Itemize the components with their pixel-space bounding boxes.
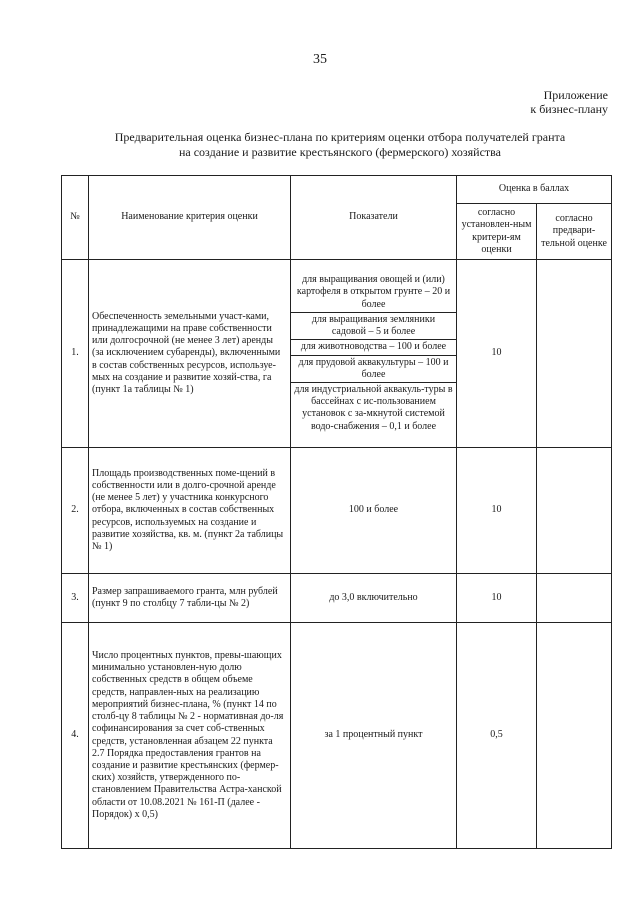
indicator-text: 100 и более (291, 448, 457, 574)
header-indicators: Показатели (291, 176, 457, 260)
page-number: 35 (313, 52, 327, 67)
indicator-text: до 3,0 включительно (291, 574, 457, 623)
table-row (62, 574, 612, 623)
title-line-2: на создание и развитие крестьянского (фермерского) хозяйства (178, 145, 501, 159)
indicator-item: для выращивания овощей и (или) картофеля в открытом грунте – 20 и более (296, 274, 451, 310)
indicator-item: для прудовой аквакультуры – 100 и более (291, 355, 456, 382)
score-preliminary (537, 448, 612, 574)
table-row (62, 448, 612, 574)
indicator-item: для выращивания земляники садовой – 5 и более (291, 312, 456, 339)
criteria-table (61, 175, 612, 849)
table-row (62, 623, 612, 849)
row-number: 2. (62, 448, 89, 574)
row-number: 1. (62, 260, 89, 448)
row-number: 3. (62, 574, 89, 623)
indicator-item: для индустриальной аквакуль-туры в бассейнах с ис-пользованием установок с за-мкнутой системой водо-снабжения – 0,1 и более (291, 382, 456, 434)
appendix-line-1: Приложение (543, 88, 608, 102)
score-preliminary (537, 623, 612, 849)
title-line-1: Предварительная оценка бизнес-плана по критериям оценки отбора получателей гранта (114, 130, 566, 144)
score-preliminary (537, 260, 612, 448)
criterion-text: Обеспеченность земельными участ-ками, принадлежащими на праве собственности или долгосрочной (не менее 3 лет) аренды (за исключением субаренды), включенными в состав собственных ресурсов, используе-мых на создание и развитие хозяй-ства, га (пункт 1а таблицы № 1) (89, 260, 291, 448)
criterion-text: Размер запрашиваемого гранта, млн рублей (пункт 9 по столбцу 7 табли-цы № 2) (89, 574, 291, 623)
criterion-text: Число процентных пунктов, превы-шающих минимально установлен-ную долю собственных средств в общем объеме средств, направлен-ных на реализацию мероприятий бизнес-плана, % (пункт 14 по столб-цу 8 таблицы № 2 - нормативная до-ля софинансирования за счет соб-ственных средств, установленная абзацем 22 пункта 2.7 Порядка предоставления грантов на создание и развитие крестьянских (фермер-ских) хозяйств, утвержденного по-становлением Правительства Астра-ханской области от 10.08.2021 № 161-П (далее - Порядок) х 0,5) (89, 623, 291, 849)
header-row-1 (62, 176, 612, 204)
appendix-line-2: к бизнес-плану (530, 102, 608, 116)
score-by-criteria: 0,5 (457, 623, 537, 849)
appendix-label (530, 88, 608, 116)
header-score-by-criteria: согласно установлен-ным критери-ям оценки (457, 204, 537, 260)
indicators-cell (291, 260, 457, 448)
score-by-criteria: 10 (457, 574, 537, 623)
header-score: Оценка в баллах (457, 176, 612, 204)
indicator-item: для животноводства – 100 и более (291, 339, 456, 354)
header-score-preliminary: согласно предвари-тельной оценке (537, 204, 612, 260)
score-preliminary (537, 574, 612, 623)
table-row (62, 260, 612, 448)
indicator-text: за 1 процентный пункт (291, 623, 457, 849)
row-number: 4. (62, 623, 89, 849)
score-by-criteria: 10 (457, 260, 537, 448)
document-title (60, 130, 620, 160)
criterion-text: Площадь производственных поме-щений в собственности или в долго-срочной аренде (не менее 5 лет) у участника конкурсного отбора, включенных в состав собственных ресурсов, используемых на создание и развитие хозяйства, кв. м. (пункт 2а таблицы № 1) (89, 448, 291, 574)
header-num: № (62, 176, 89, 260)
header-criterion: Наименование критерия оценки (89, 176, 291, 260)
score-by-criteria: 10 (457, 448, 537, 574)
